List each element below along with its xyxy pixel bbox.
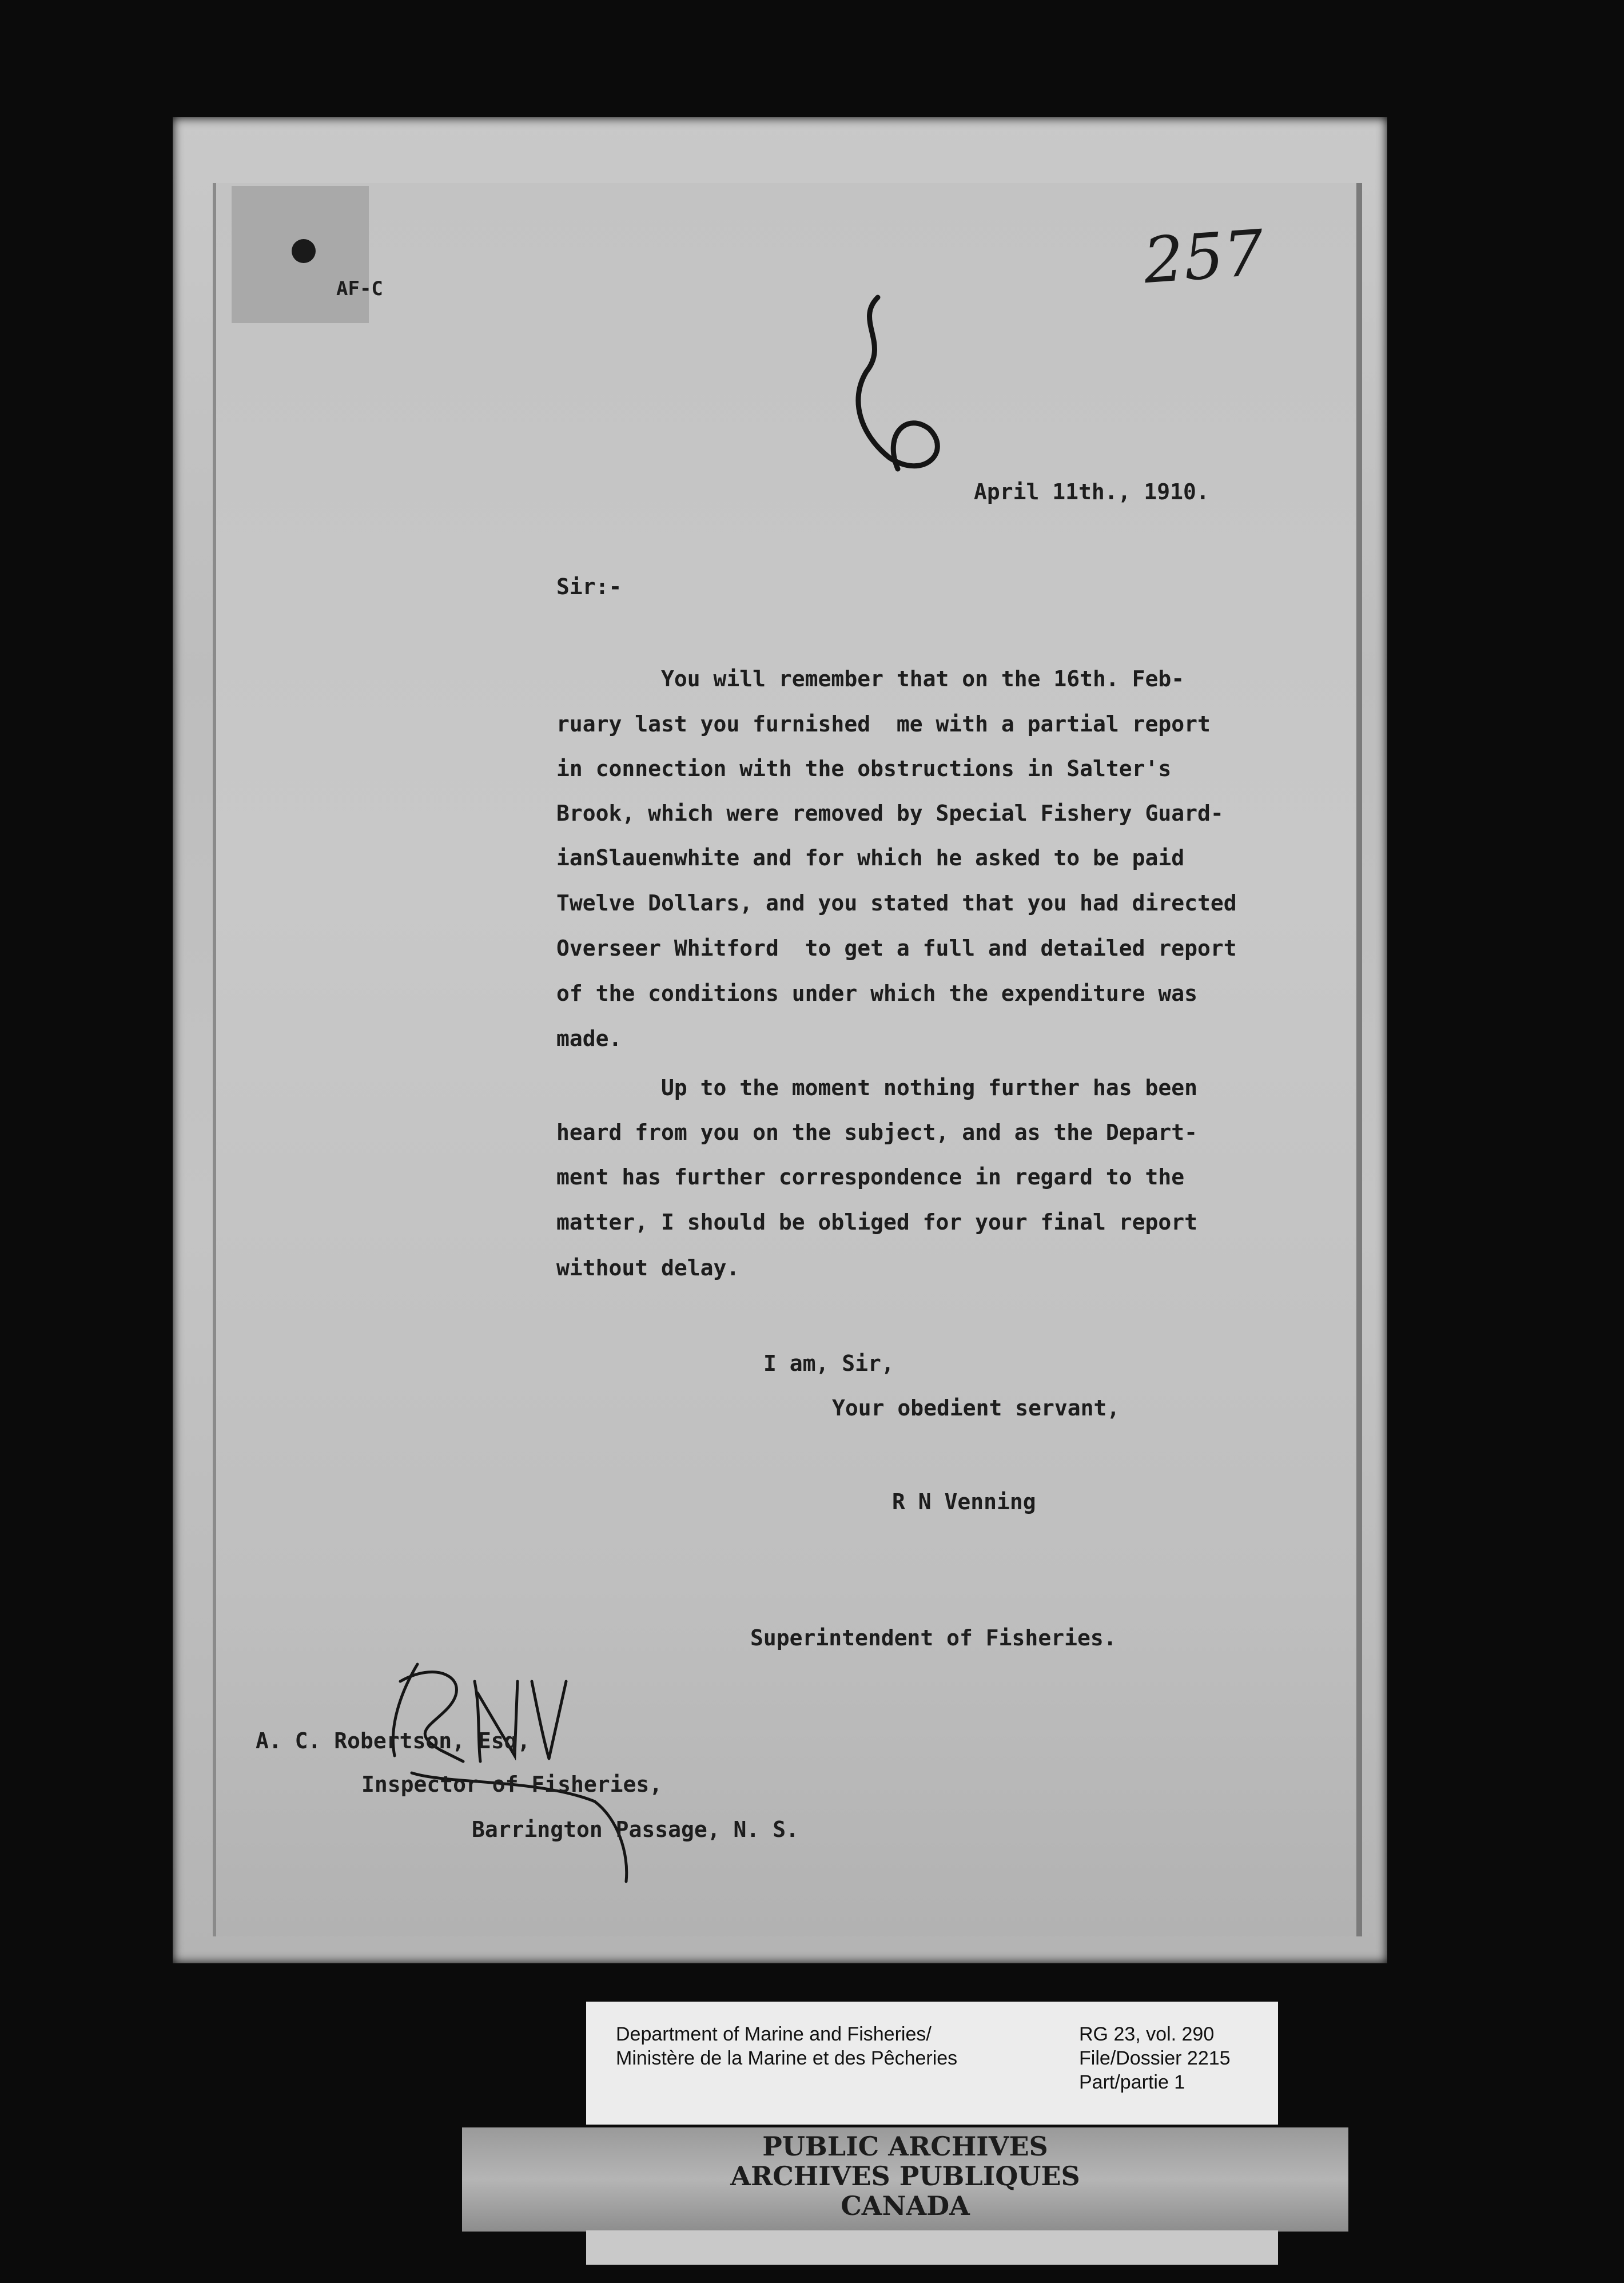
body-line: matter, I should be obliged for your final report xyxy=(556,1210,1198,1235)
body-line: Overseer Whitford to get a full and detailed report xyxy=(556,936,1237,961)
closing-line: I am, Sir, xyxy=(763,1351,894,1376)
margin-mark xyxy=(843,286,969,515)
body-line: ment has further correspondence in regard to the xyxy=(556,1164,1185,1190)
archives-line: ARCHIVES PUBLIQUES xyxy=(730,2161,1080,2191)
body-line: in connection with the obstructions in Salter's xyxy=(556,756,1172,781)
label-ref: RG 23, vol. 290 xyxy=(1079,2023,1215,2045)
body-line: of the conditions under which the expenditure was xyxy=(556,981,1198,1006)
folio-number: 257 xyxy=(1141,216,1267,298)
handwritten-initials xyxy=(377,1647,732,1887)
body-line: Up to the moment nothing further has been xyxy=(556,1075,1198,1100)
body-line: without delay. xyxy=(556,1255,740,1280)
label-strip xyxy=(586,2230,1278,2265)
salutation: Sir:- xyxy=(556,574,622,599)
letter-date: April 11th., 1910. xyxy=(974,479,1209,504)
label-ref: File/Dossier 2215 xyxy=(1079,2047,1231,2069)
archives-stamp xyxy=(462,2127,1348,2232)
file-code: AF-C xyxy=(336,277,383,300)
closing-line: Your obedient servant, xyxy=(832,1395,1120,1421)
body-line: Brook, which were removed by Special Fishery Guard- xyxy=(556,801,1224,826)
body-line: ruary last you furnished me with a partial report xyxy=(556,711,1211,737)
body-line: made. xyxy=(556,1026,622,1051)
typed-signature: R N Venning xyxy=(892,1489,1036,1514)
archives-line: PUBLIC ARCHIVES xyxy=(762,2131,1048,2162)
address-line: Barrington Passage, N. S. xyxy=(472,1817,799,1842)
signer-title: Superintendent of Fisheries. xyxy=(750,1625,1117,1650)
address-line: Inspector of Fisheries, xyxy=(361,1772,663,1797)
body-line: heard from you on the subject, and as the Depart- xyxy=(556,1120,1198,1145)
label-dept-fr: Ministère de la Marine et des Pêcheries xyxy=(616,2047,958,2069)
body-line: Twelve Dollars, and you stated that you had directed xyxy=(556,890,1237,916)
archives-line: CANADA xyxy=(841,2190,970,2221)
punch-hole xyxy=(292,239,316,263)
address-line: A. C. Robertson, Esq, xyxy=(256,1728,531,1753)
label-dept-en: Department of Marine and Fisheries/ xyxy=(616,2023,932,2045)
archive-label xyxy=(586,2002,1278,2125)
label-ref: Part/partie 1 xyxy=(1079,2071,1185,2093)
body-line: You will remember that on the 16th. Feb- xyxy=(556,666,1185,691)
body-line: ianSlauenwhite and for which he asked to be paid xyxy=(556,845,1185,870)
